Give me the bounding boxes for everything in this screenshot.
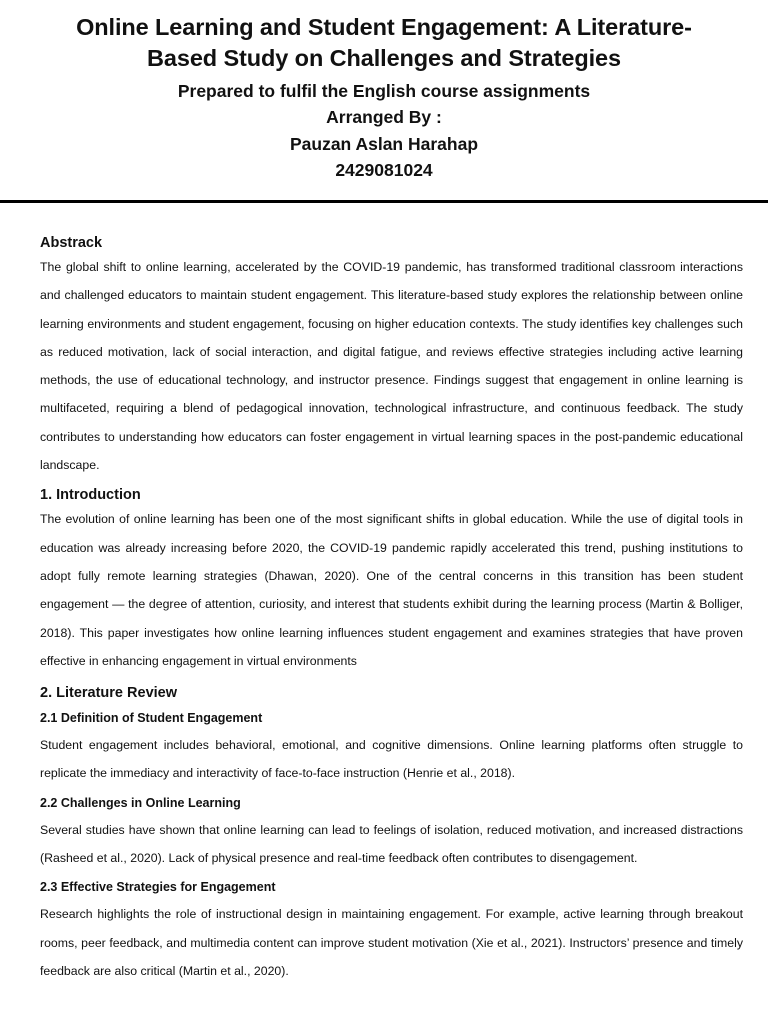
student-id: 2429081024: [335, 160, 433, 180]
introduction-section: [40, 485, 743, 675]
header-divider: [0, 200, 768, 203]
subsection-strategies: [40, 878, 743, 985]
paper-title-line-2: Based Study on Challenges and Strategies: [147, 45, 621, 71]
paper-subtitle: Prepared to fulfil the English course assignments: [177, 81, 591, 101]
arranged-by-label: Arranged By :: [326, 107, 442, 127]
paper-title: [0, 12, 768, 74]
introduction-text: The evolution of online learning has been one of the most significant shifts in global education. While the use of digital tools in education was already increasing before 2020, the COVID-19 pandemic rapidly accelerated this trend, pushing institutions to adopt fully remote learning strategies (Dhawan, 2020). One of the central concerns in this transition has been student engagement — the degree of attention, curiosity, and interest that students exhibit during the learning process (Martin & Bolliger, 2018). This paper investigates how online learning influences student engagement and examines strategies that have proven effective in enhancing engagement in virtual environments: [40, 512, 743, 668]
subsection-heading: 2.2 Challenges in Online Learning: [40, 795, 241, 810]
subsection-text: Several studies have shown that online learning can lead to feelings of isolation, reduced motivation, and increased distractions (Rasheed et al., 2020). Lack of physical presence and real-time feedback often contributes to disengagement.: [40, 822, 743, 866]
subsection-text: Student engagement includes behavioral, emotional, and cognitive dimensions. Online learning platforms often struggle to replicate the immediacy and interactivity of face-to-face instruction (Henrie et al., 2018).: [40, 738, 743, 781]
document-header: [0, 12, 768, 184]
abstract-heading: Abstrack: [40, 235, 103, 251]
paper-title-line-1: Online Learning and Student Engagement: A Literature-: [76, 14, 692, 40]
literature-review-section: [40, 683, 743, 985]
literature-review-heading: 2. Literature Review: [40, 685, 177, 702]
subsection-definition: [40, 709, 743, 788]
abstract-section: [40, 233, 743, 479]
subsection-text: Research highlights the role of instructional design in maintaining engagement. For example, active learning through breakout rooms, peer feedback, and multimedia content can improve student motivation (Xie et al., 2021). Instructors’ presence and timely feedback are also critical (Martin et al., 2020).: [40, 907, 743, 978]
abstract-text: The global shift to online learning, accelerated by the COVID-19 pandemic, has transformed traditional classroom interactions and challenged educators to maintain student engagement. This literature-based study explores the relationship between online learning environments and student engagement, focusing on higher education contexts. The study identifies key challenges such as reduced motivation, lack of social interaction, and digital fatigue, and reviews effective strategies including active learning methods, the use of educational technology, and instructor presence. Findings suggest that engagement in online learning is multifaceted, requiring a blend of pedagogical innovation, technological infrastructure, and continuous feedback. The study contributes to understanding how educators can foster engagement in virtual learning spaces in the post-pandemic educational landscape.: [40, 260, 743, 473]
author-name: Pauzan Aslan Harahap: [289, 133, 479, 154]
subsection-challenges: [40, 794, 743, 873]
introduction-heading: 1. Introduction: [40, 487, 141, 504]
document-body: [40, 233, 743, 985]
subsection-heading: 2.3 Effective Strategies for Engagement: [40, 880, 276, 895]
subsection-heading: 2.1 Definition of Student Engagement: [40, 711, 263, 726]
